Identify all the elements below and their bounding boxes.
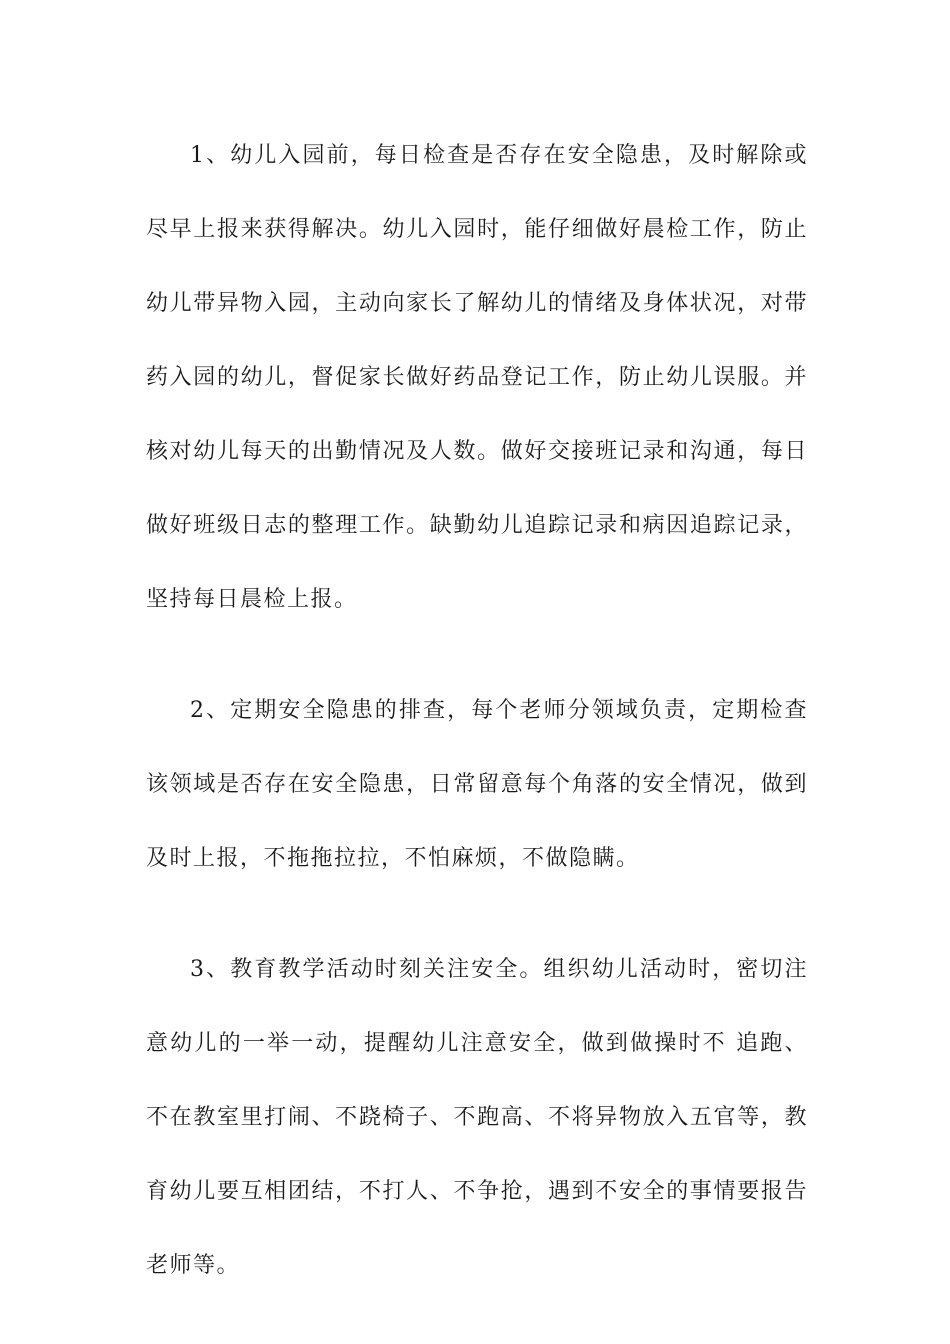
paragraph-2: 2、定期安全隐患的排查，每个老师分领域负责，定期检查该领域是否存在安全隐患，日常留意每个角落的安全情况，做到及时上报，不拖拖拉拉，不怕麻烦，不做隐瞒。 — [146, 698, 808, 871]
paragraph-1: 1、幼儿入园前，每日检查是否存在安全隐患，及时解除或尽早上报来获得解决。幼儿入园时，能仔细做好晨检工作，防止幼儿带异物入园，主动向家长了解幼儿的情绪及身体状况，对带药入园的幼儿，督促家长做好药品登记工作，防止幼儿误服。并核对幼儿每天的出勤情况及人数。做好交接班记录和沟通，每日做好班级日志的整理工作。缺勤幼儿追踪记录和病因追踪记录，坚持每日晨检上报。 — [146, 143, 808, 612]
document-body — [146, 119, 808, 1340]
paragraph-3: 3、教育教学活动时刻关注安全。组织幼儿活动时，密切注意幼儿的一举一动，提醒幼儿注意安全，做到做操时不 追跑、不在教室里打闹、不跷椅子、不跑高、不将异物放入五官等，教育幼儿要互相团结，不打人、不争抢，遇到不安全的事情要报告老师等。 — [146, 957, 808, 1278]
